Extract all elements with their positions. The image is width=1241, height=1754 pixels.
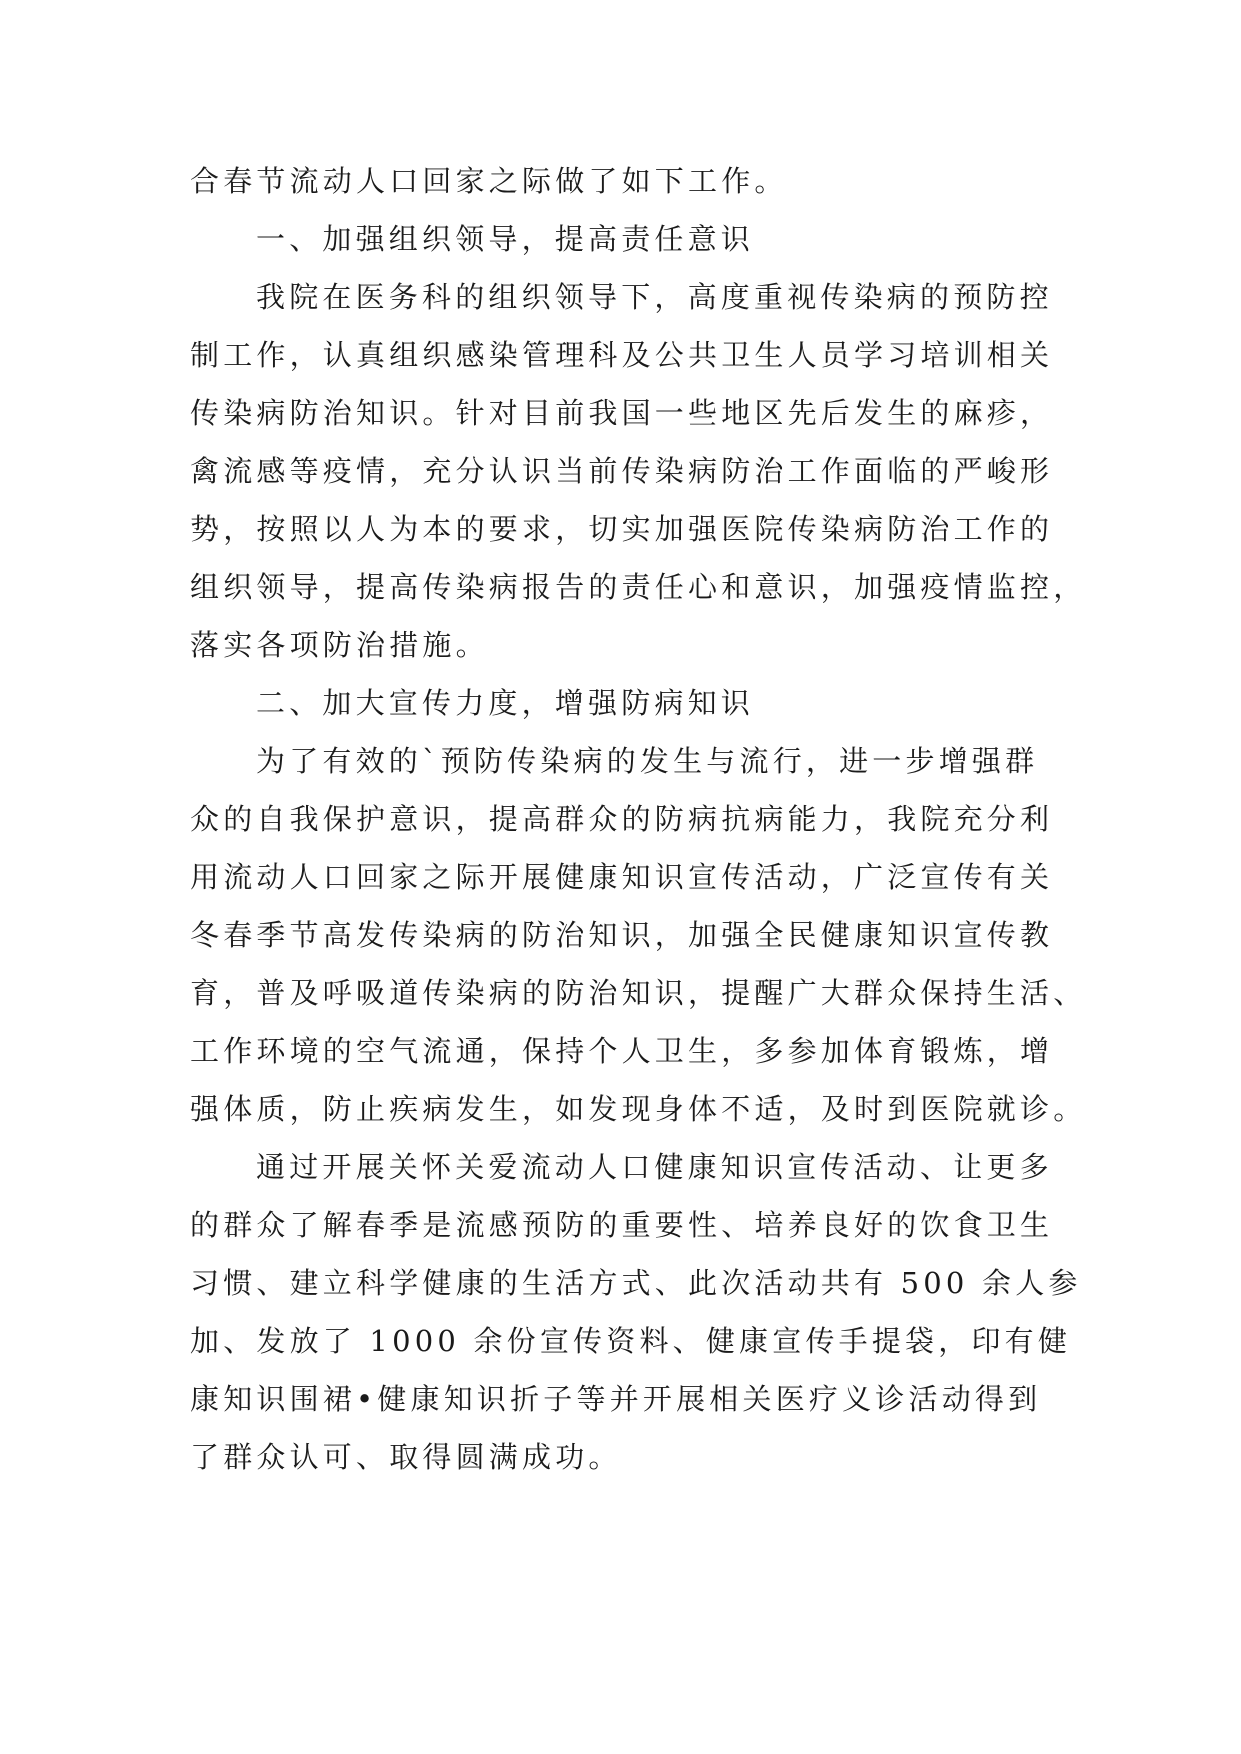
text-line: 落实各项防治措施。 — [190, 628, 489, 662]
text-line: 组织领导，提高传染病报告的责任心和意识，加强疫情监控， — [190, 570, 1087, 604]
text-line: 强体质，防止疾病发生，如发现身体不适，及时到医院就诊。 — [190, 1092, 1087, 1126]
text-line: 康知识围裙•健康知识折子等并开展相关医疗义诊活动得到 — [190, 1382, 1042, 1416]
text-line: 禽流感等疫情，充分认识当前传染病防治工作面临的严峻形 — [190, 454, 1054, 488]
document-body — [190, 152, 1087, 1486]
text-line: 冬春季节高发传染病的防治知识，加强全民健康知识宣传教 — [190, 918, 1054, 952]
text-line: 加、发放了 1000 余份宣传资料、健康宣传手提袋，印有健 — [190, 1324, 1072, 1358]
text-line: 制工作，认真组织感染管理科及公共卫生人员学习培训相关 — [190, 338, 1054, 372]
text-line: 传染病防治知识。针对目前我国一些地区先后发生的麻疹， — [190, 396, 1054, 430]
text-line: 通过开展关怀关爱流动人口健康知识宣传活动、让更多 — [256, 1150, 1053, 1184]
text-line: 工作环境的空气流通，保持个人卫生，多参加体育锻炼，增 — [190, 1034, 1054, 1068]
text-line: 为了有效的`预防传染病的发生与流行，进一步增强群 — [256, 744, 1039, 778]
section-heading-2: 二、加大宣传力度，增强防病知识 — [256, 686, 755, 720]
text-line: 的群众了解春季是流感预防的重要性、培养良好的饮食卫生 — [190, 1208, 1054, 1242]
text-line: 育，普及呼吸道传染病的防治知识，提醒广大群众保持生活、 — [190, 976, 1087, 1010]
text-line: 用流动人口回家之际开展健康知识宣传活动，广泛宣传有关 — [190, 860, 1054, 894]
text-line: 我院在医务科的组织领导下，高度重视传染病的预防控 — [256, 280, 1053, 314]
text-line: 合春节流动人口回家之际做了如下工作。 — [190, 164, 788, 198]
section-heading-1: 一、加强组织领导，提高责任意识 — [256, 222, 755, 256]
text-line: 习惯、建立科学健康的生活方式、此次活动共有 500 余人参 — [190, 1266, 1082, 1300]
text-line: 了群众认可、取得圆满成功。 — [190, 1440, 622, 1474]
text-line: 势，按照以人为本的要求，切实加强医院传染病防治工作的 — [190, 512, 1054, 546]
text-line: 众的自我保护意识，提高群众的防病抗病能力，我院充分利 — [190, 802, 1054, 836]
